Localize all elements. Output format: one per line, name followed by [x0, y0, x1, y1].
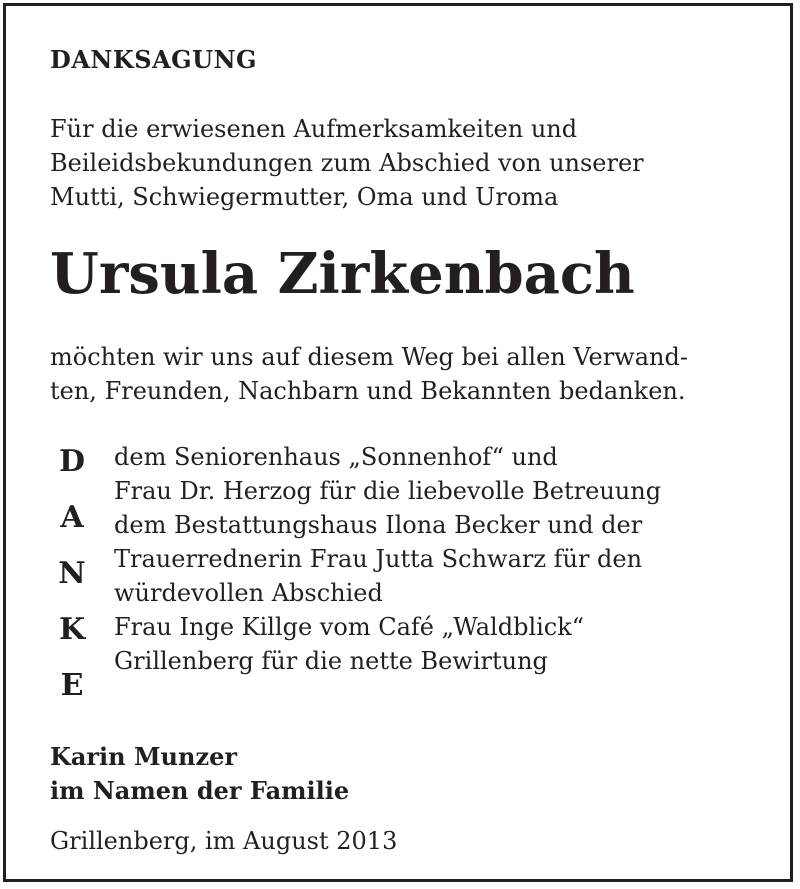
entry-line: Grillenberg für die nette Bewirtung [114, 647, 548, 675]
intro-line: Für die erwiesenen Aufmerksamkeiten und [50, 115, 578, 143]
signature-line: Karin Munzer [50, 742, 237, 771]
intro-line: Beileidsbekundungen zum Abschied von unserer [50, 149, 644, 177]
signature-line: im Namen der Familie [50, 776, 350, 805]
thanks-line: ten, Freunden, Nachbarn und Bekannten bedanken. [50, 377, 686, 405]
thanks-entry [114, 508, 661, 610]
entry-line: Trauerrednerin Frau Jutta Schwarz für den [114, 545, 643, 573]
thanks-line: möchten wir uns auf diesem Weg bei allen Verwand- [50, 343, 688, 371]
entry-line: dem Seniorenhaus „Sonnenhof“ und [114, 443, 558, 471]
thanks-entry [114, 440, 661, 508]
intro-line: Mutti, Schwiegermutter, Oma und Uroma [50, 183, 559, 211]
entry-line: würdevollen Abschied [114, 579, 383, 607]
entry-line: Frau Inge Killge vom Café „Waldblick“ [114, 613, 585, 641]
place-date: Grillenberg, im August 2013 [50, 827, 398, 855]
obituary-notice [3, 3, 793, 882]
thanks-entries [114, 440, 661, 678]
danke-letter: A [60, 500, 84, 535]
entry-line: dem Bestattungshaus Ilona Becker und der [114, 511, 643, 539]
signature [50, 740, 349, 808]
danke-letter: N [58, 556, 86, 591]
thanks-entry [114, 610, 661, 678]
intro-text [50, 112, 644, 214]
danke-acrostic [52, 434, 92, 714]
thanks-text [50, 340, 688, 408]
notice-heading: DANKSAGUNG [50, 45, 258, 74]
danke-letter: K [58, 612, 86, 647]
entry-line: Frau Dr. Herzog für die liebevolle Betreuung [114, 477, 662, 505]
deceased-name: Ursula Zirkenbach [50, 241, 635, 307]
danke-letter: E [60, 668, 84, 703]
danke-letter: D [58, 444, 85, 479]
